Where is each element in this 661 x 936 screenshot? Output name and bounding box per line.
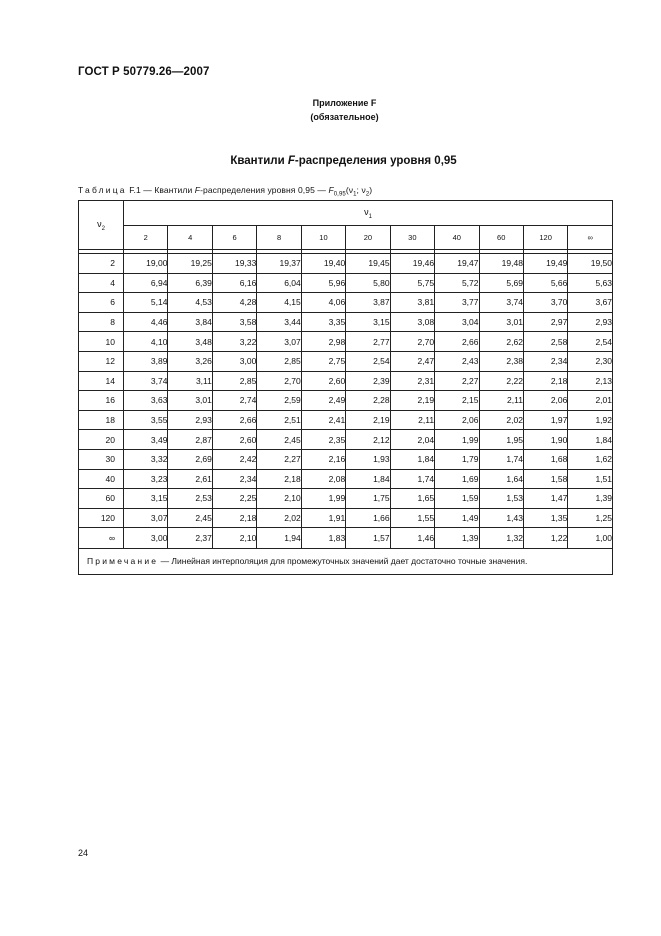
table-cell: 2,85	[257, 351, 301, 371]
table-cell: 5,63	[568, 273, 613, 293]
table-cell: 2,08	[301, 469, 345, 489]
row-label: 2	[79, 254, 124, 274]
table-cell: 1,84	[568, 430, 613, 450]
table-cell: 19,46	[390, 254, 434, 274]
table-caption-fsym: F	[328, 185, 334, 195]
table-cell: 2,97	[523, 312, 567, 332]
table-cell: 2,54	[346, 351, 390, 371]
table-cell: 2,16	[301, 449, 345, 469]
row-header-symbol: ν	[97, 218, 102, 229]
section-title-suffix: -распределения уровня 0,95	[294, 155, 457, 167]
table-cell: 2,34	[212, 469, 256, 489]
table-cell: 2,45	[168, 508, 212, 528]
table-row	[79, 430, 613, 450]
table-cell: 2,25	[212, 489, 256, 509]
table-caption-fsub: 0,95	[333, 191, 346, 198]
table-cell: 2,66	[212, 410, 256, 430]
table-cell: 1,93	[346, 449, 390, 469]
table-cell: 2,69	[168, 449, 212, 469]
table-row	[79, 469, 613, 489]
table-cell: 1,65	[390, 489, 434, 509]
table-cell: 19,33	[212, 254, 256, 274]
table-cell: 5,80	[346, 273, 390, 293]
table-row	[79, 371, 613, 391]
table-cell: 1,43	[479, 508, 523, 528]
column-header: 10	[301, 226, 345, 250]
note-row	[79, 549, 613, 575]
table-row	[79, 489, 613, 509]
table-cell: 2,02	[257, 508, 301, 528]
table-cell: 1,99	[435, 430, 479, 450]
table-caption-close: )	[369, 185, 373, 195]
table-cell: 1,47	[523, 489, 567, 509]
table-cell: 19,50	[568, 254, 613, 274]
table-row	[79, 273, 613, 293]
table-cell: 2,34	[523, 351, 567, 371]
table-cell: 1,92	[568, 410, 613, 430]
table-cell: 2,27	[257, 449, 301, 469]
table-cell: 19,40	[301, 254, 345, 274]
table-cell: 3,22	[212, 332, 256, 352]
column-group-header	[124, 201, 613, 226]
table-cell: 3,44	[257, 312, 301, 332]
column-header: 120	[523, 226, 567, 250]
column-group-header-sub: 1	[368, 213, 372, 220]
table-cell: 2,70	[390, 332, 434, 352]
table-caption	[78, 185, 372, 198]
table-cell: 6,16	[212, 273, 256, 293]
section-title	[0, 155, 661, 167]
quantile-table	[78, 200, 613, 575]
row-label: 6	[79, 293, 124, 313]
table-cell: 1,55	[390, 508, 434, 528]
row-header	[79, 201, 124, 250]
table-cell: 3,07	[124, 508, 168, 528]
column-header: 20	[346, 226, 390, 250]
column-header: 40	[435, 226, 479, 250]
table-cell: 3,87	[346, 293, 390, 313]
table-cell: 2,01	[568, 391, 613, 411]
row-label: 12	[79, 351, 124, 371]
row-label: ∞	[79, 528, 124, 549]
table-cell: 3,11	[168, 371, 212, 391]
table-caption-arg2sub: 2	[365, 191, 370, 198]
table-cell: 1,75	[346, 489, 390, 509]
column-group-header-symbol: ν	[364, 206, 369, 217]
table-cell: 6,94	[124, 273, 168, 293]
table-cell: 19,25	[168, 254, 212, 274]
table-row	[79, 391, 613, 411]
table-cell: 1,94	[257, 528, 301, 549]
table-cell: 2,31	[390, 371, 434, 391]
table-cell: 1,95	[479, 430, 523, 450]
table-cell: 2,11	[479, 391, 523, 411]
table-caption-italic-f: F	[194, 185, 201, 195]
table-cell: 2,37	[168, 528, 212, 549]
table-cell: 3,08	[390, 312, 434, 332]
column-header: 2	[124, 226, 168, 250]
table-row	[79, 508, 613, 528]
table-cell: 3,01	[168, 391, 212, 411]
table-cell: 3,23	[124, 469, 168, 489]
table-cell: 3,63	[124, 391, 168, 411]
table-cell: 2,59	[257, 391, 301, 411]
table-cell: 19,37	[257, 254, 301, 274]
table-cell: 1,57	[346, 528, 390, 549]
table-cell: 19,49	[523, 254, 567, 274]
table-cell: 19,48	[479, 254, 523, 274]
table-cell: 3,81	[390, 293, 434, 313]
table-cell: 2,06	[523, 391, 567, 411]
table-caption-sep: ; ν	[356, 185, 366, 195]
table-cell: 1,74	[479, 449, 523, 469]
table-cell: 3,00	[212, 351, 256, 371]
table-cell: 2,38	[479, 351, 523, 371]
table-cell: 1,00	[568, 528, 613, 549]
appendix-status: (обязательное)	[310, 112, 379, 122]
table-cell: 4,46	[124, 312, 168, 332]
table-cell: 1,84	[346, 469, 390, 489]
table-cell: 4,15	[257, 293, 301, 313]
table-cell: 1,32	[479, 528, 523, 549]
table-row	[79, 528, 613, 549]
table-cell: 3,26	[168, 351, 212, 371]
table-cell: 2,93	[168, 410, 212, 430]
appendix-title: Приложение F	[312, 98, 377, 108]
table-cell: 2,27	[435, 371, 479, 391]
row-label: 18	[79, 410, 124, 430]
table-cell: 1,99	[301, 489, 345, 509]
table-cell: 3,74	[124, 371, 168, 391]
table-cell: 2,45	[257, 430, 301, 450]
table-cell: 2,62	[479, 332, 523, 352]
table-cell: 3,89	[124, 351, 168, 371]
appendix-heading	[0, 96, 661, 124]
table-cell: 2,19	[346, 410, 390, 430]
row-label: 20	[79, 430, 124, 450]
row-label: 14	[79, 371, 124, 391]
table-cell: 6,04	[257, 273, 301, 293]
table-cell: 2,18	[523, 371, 567, 391]
row-label: 30	[79, 449, 124, 469]
table-cell: 1,90	[523, 430, 567, 450]
table-cell: 19,47	[435, 254, 479, 274]
table-cell: 3,70	[523, 293, 567, 313]
table-cell: 4,53	[168, 293, 212, 313]
table-cell: 2,11	[390, 410, 434, 430]
table-cell: 2,85	[212, 371, 256, 391]
table-cell: 2,75	[301, 351, 345, 371]
table-cell: 2,61	[168, 469, 212, 489]
table-cell: 2,93	[568, 312, 613, 332]
table-row	[79, 449, 613, 469]
table-cell: 3,48	[168, 332, 212, 352]
table-cell: 2,60	[301, 371, 345, 391]
table-cell: 3,15	[124, 489, 168, 509]
row-header-sub: 2	[101, 225, 105, 232]
note-label: Примечание	[87, 556, 159, 567]
table-cell: 5,75	[390, 273, 434, 293]
table-cell: 2,60	[212, 430, 256, 450]
table-cell: 1,74	[390, 469, 434, 489]
page-number: 24	[78, 848, 89, 858]
table-cell: 2,30	[568, 351, 613, 371]
table-cell: 4,06	[301, 293, 345, 313]
table-cell: 3,58	[212, 312, 256, 332]
table-cell: 1,79	[435, 449, 479, 469]
table-cell: 2,98	[301, 332, 345, 352]
row-label: 4	[79, 273, 124, 293]
row-label: 10	[79, 332, 124, 352]
table-cell: 2,66	[435, 332, 479, 352]
table-cell: 6,39	[168, 273, 212, 293]
table-caption-label: Таблица	[78, 185, 127, 195]
table-cell: 3,49	[124, 430, 168, 450]
table-cell: 2,04	[390, 430, 434, 450]
table-cell: 1,84	[390, 449, 434, 469]
table-cell: 3,07	[257, 332, 301, 352]
table-cell: 2,18	[257, 469, 301, 489]
table-cell: 1,39	[568, 489, 613, 509]
table-cell: 4,28	[212, 293, 256, 313]
table-row	[79, 410, 613, 430]
table-cell: 1,64	[479, 469, 523, 489]
table-cell: 2,58	[523, 332, 567, 352]
table-cell: 3,84	[168, 312, 212, 332]
table-cell: 5,69	[479, 273, 523, 293]
table-cell: 5,66	[523, 273, 567, 293]
table-cell: 1,58	[523, 469, 567, 489]
table-cell: 1,97	[523, 410, 567, 430]
column-header: 30	[390, 226, 434, 250]
table-caption-args: (ν	[345, 185, 354, 195]
table-row	[79, 293, 613, 313]
table-cell: 1,83	[301, 528, 345, 549]
table-cell: 2,77	[346, 332, 390, 352]
table-cell: 3,01	[479, 312, 523, 332]
table-cell: 2,54	[568, 332, 613, 352]
table-cell: 3,04	[435, 312, 479, 332]
table-row	[79, 254, 613, 274]
table-cell: 3,15	[346, 312, 390, 332]
row-label: 120	[79, 508, 124, 528]
column-header: 60	[479, 226, 523, 250]
table-cell: 2,19	[390, 391, 434, 411]
table-cell: 2,87	[168, 430, 212, 450]
table-cell: 2,06	[435, 410, 479, 430]
table-cell: 2,10	[257, 489, 301, 509]
table-row	[79, 332, 613, 352]
table-cell: 2,53	[168, 489, 212, 509]
section-title-italic: F	[287, 155, 295, 167]
table-cell: 2,15	[435, 391, 479, 411]
table-cell: 1,53	[479, 489, 523, 509]
table-body	[79, 250, 613, 549]
table-cell: 1,39	[435, 528, 479, 549]
row-label: 60	[79, 489, 124, 509]
table-cell: 2,12	[346, 430, 390, 450]
table-cell: 1,35	[523, 508, 567, 528]
table-cell: 1,46	[390, 528, 434, 549]
table-cell: 1,91	[301, 508, 345, 528]
table-caption-number: F.1 — Квантили	[129, 185, 195, 195]
table-cell: 2,49	[301, 391, 345, 411]
table-cell: 2,35	[301, 430, 345, 450]
table-cell: 2,39	[346, 371, 390, 391]
table-cell: 2,70	[257, 371, 301, 391]
table-cell: 5,14	[124, 293, 168, 313]
table-cell: 1,49	[435, 508, 479, 528]
column-header-row	[79, 226, 613, 250]
row-label: 8	[79, 312, 124, 332]
column-header: 6	[212, 226, 256, 250]
row-label: 40	[79, 469, 124, 489]
document-header: ГОСТ Р 50779.26—2007	[78, 66, 210, 78]
column-header: ∞	[568, 226, 613, 250]
table-cell: 2,43	[435, 351, 479, 371]
table-cell: 1,68	[523, 449, 567, 469]
table-cell: 1,59	[435, 489, 479, 509]
table-cell: 2,51	[257, 410, 301, 430]
table-cell: 2,13	[568, 371, 613, 391]
table-cell: 2,47	[390, 351, 434, 371]
table-cell: 2,18	[212, 508, 256, 528]
table-cell: 1,69	[435, 469, 479, 489]
table-cell: 2,10	[212, 528, 256, 549]
table-cell: 2,22	[479, 371, 523, 391]
table-caption-arg1sub: 1	[353, 191, 357, 198]
table-cell: 3,00	[124, 528, 168, 549]
section-title-prefix: Квантили	[230, 155, 288, 167]
table-cell: 2,28	[346, 391, 390, 411]
table-cell: 3,74	[479, 293, 523, 313]
table-cell: 5,72	[435, 273, 479, 293]
table-cell: 19,45	[346, 254, 390, 274]
table-cell: 2,02	[479, 410, 523, 430]
table-caption-middle: -распределения уровня 0,95 —	[200, 185, 329, 195]
table-cell: 2,74	[212, 391, 256, 411]
table-cell: 1,25	[568, 508, 613, 528]
table-cell: 3,55	[124, 410, 168, 430]
column-header: 4	[168, 226, 212, 250]
table-row	[79, 312, 613, 332]
table-cell: 2,42	[212, 449, 256, 469]
row-label: 16	[79, 391, 124, 411]
table-cell: 3,35	[301, 312, 345, 332]
table-note	[79, 549, 613, 575]
table-cell: 1,51	[568, 469, 613, 489]
table-cell: 1,22	[523, 528, 567, 549]
table-cell: 2,41	[301, 410, 345, 430]
table-cell: 1,66	[346, 508, 390, 528]
note-text: — Линейная интерполяция для промежуточных значений дает достаточно точные значения.	[158, 556, 528, 567]
table-cell: 3,67	[568, 293, 613, 313]
table-cell: 5,96	[301, 273, 345, 293]
table-cell: 3,77	[435, 293, 479, 313]
table-row	[79, 351, 613, 371]
table-cell: 3,32	[124, 449, 168, 469]
table-cell: 1,62	[568, 449, 613, 469]
table-cell: 19,00	[124, 254, 168, 274]
table-cell: 4,10	[124, 332, 168, 352]
column-header: 8	[257, 226, 301, 250]
